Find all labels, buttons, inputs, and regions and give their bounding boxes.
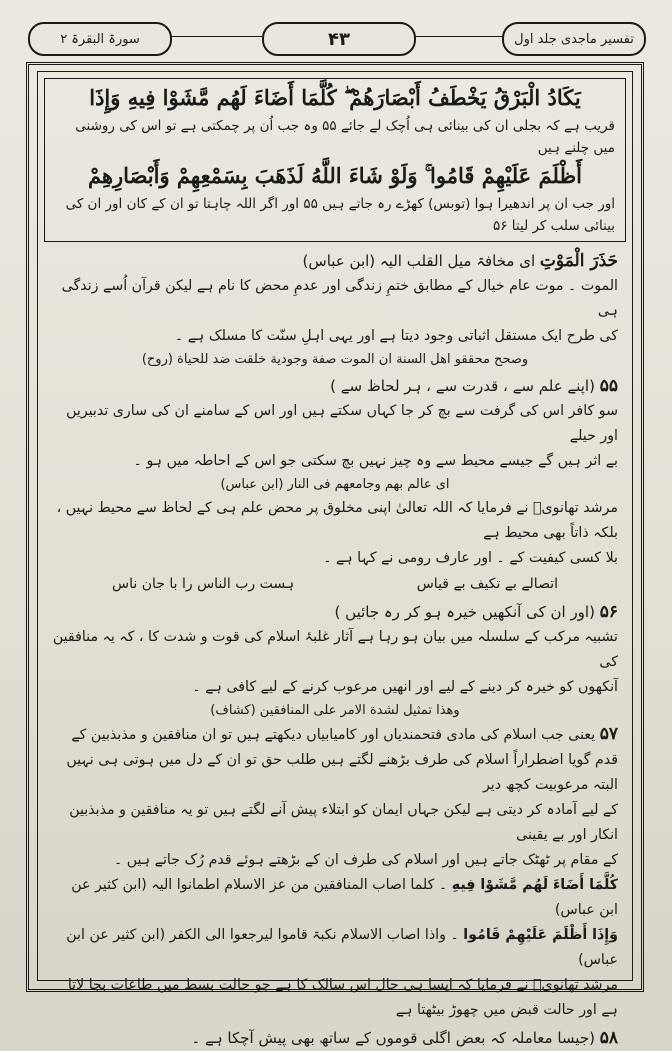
para-5b: قدم گویا اضطراراً اسلام کی طرف بڑھنے لگتے ہیں طلب حق تو ان کے دل میں ہوتی ہی نہیں البتہ مرعوبیت کچھ دیر — [66, 752, 618, 793]
para-5a: یعنی جب اسلام کی مادی فتحمندیاں اور کامیابیاں دیکھتے ہیں تو ان منافقین و مذبذبین کے — [71, 727, 596, 743]
poem-left-hemistich: ہست رب الناس را با جان ناس — [112, 576, 295, 592]
note-56-gloss: (اور ان کی آنکھیں خیرہ ہو کر رہ جائیں ) — [334, 603, 595, 621]
note-56-number: ۵۶ — [599, 602, 618, 622]
poem-couplet — [52, 571, 618, 597]
para-4b: آنکھوں کو خیرہ کر دینے کے لیے اور انھیں مرعوب کرنے کے لیے کافی ہے ۔ — [192, 679, 618, 695]
inner-frame — [37, 71, 633, 1048]
note-56-heading — [52, 599, 618, 625]
para-5c: کے لیے آمادہ کر دیتی ہے لیکن جہاں ایمان کو ابتلاء پیش آنے لگتے ہیں تو یہ منافقین و مذبذبین انکار اور بے یقینی — [69, 802, 618, 843]
poem-right-hemistich: اتصالے بے تکیف بے قیاس — [416, 576, 558, 592]
header-book-title: تفسیر ماجدی جلد اول — [502, 22, 646, 56]
para-2-quote: ای عالم بھم وجامعھم فی النار (ابن عباس) — [220, 477, 450, 492]
para-1-quote: وصحح محققو اهل السنة ان الموت صفة وجودية خلقت ضد للحياة (روح) — [141, 352, 529, 367]
para-6a-arabic: كُلَّمَا أَضَاءَ لَهُم مَّشَوْا فِيهِ — [451, 877, 618, 893]
verse-1-translation: قریب ہے کہ بجلی ان کی بینائی ہی اُچک لے جائے ۵۵ وہ جب اُن پر چمکتی ہے تو اس کی روشنی میں چلنے ہیں — [75, 118, 615, 156]
note-57-para — [52, 722, 618, 748]
header-rule-left — [168, 36, 262, 37]
commentary-heading-1 — [52, 248, 618, 274]
note-58-number: ۵۸ — [599, 1028, 618, 1048]
note-58-gloss: (جیسا معاملہ کہ بعض اگلی قوموں کے ساتھ بھی پیش آچکا ہے ۔ — [191, 1029, 595, 1047]
para-6b — [52, 923, 618, 973]
page-frame — [26, 62, 644, 1048]
para-3b: بلا کسی کیفیت کے ۔ اور عارف رومی نے کہا ہے ۔ — [323, 550, 618, 566]
para-1a: الموت ۔ موت عام خیال کے مطابق ختمِ زندگی اور عدمِ محض کا نام ہے لیکن قرآن اُسے زندگی ہی — [61, 278, 618, 319]
header-surah-label: سورۃ البقرۃ ۲ — [28, 22, 172, 56]
note-58-heading — [52, 1025, 618, 1051]
verse-1-arabic: يَكَادُ الْبَرْقُ يَخْطَفُ أَبْصَارَهُمْ ۖ كُلَّمَا أَضَاءَ لَهُم مَّشَوْا فِيهِ وَإِذَا — [89, 85, 581, 110]
para-6a — [52, 873, 618, 923]
para-1b: کی طرح ایک مستقل اثباتی وجود دیتا ہے اور یہی اہلِ سنّت کا مسلک ہے ۔ — [174, 328, 618, 344]
header-rule-right — [412, 36, 506, 37]
heading-1-arabic: حَذَرَ الْمَوْتِ — [539, 251, 618, 271]
page-number: ۴۳ — [262, 22, 416, 56]
commentary — [38, 242, 632, 1051]
para-2a: سو کافر اس کی گرفت سے بچ کر جا کہاں سکتے ہیں اور اس کے سامنے ان کی ساری تدبیریں اور حیلے — [66, 403, 618, 444]
heading-1-gloss: ای مخافۃ میل القلب الیہ (ابن عباس) — [302, 252, 536, 270]
para-4a: تشبیہ مرکب کے سلسلہ میں بیان ہو رہا ہے آثار غلبۂ اسلام کی قوت و شدت کا ، کہ یہ منافقین کی — [52, 629, 618, 670]
para-3a: مرشد تھانویؒ نے فرمایا کہ اللہ تعالیٰ اپنی مخلوق پر محض علم ہی کے لحاظ سے محیط نہیں ، بلکہ ذاتاً بھی محیط ہے — [56, 500, 618, 541]
note-55-gloss: (اپنے علم سے ، قدرت سے ، ہر لحاظ سے ) — [330, 377, 595, 395]
verse-2-arabic: أَظْلَمَ عَلَيْهِمْ قَامُوا ۚ وَلَوْ شَاءَ اللَّهُ لَذَهَبَ بِسَمْعِهِمْ وَأَبْصَارِهِمْ — [87, 163, 582, 188]
para-5d: کے مقام پر ٹھٹک جاتے ہیں اور اسلام کی طرف ان کے بڑھتے ہوئے قدم رُک جاتے ہیں ۔ — [113, 852, 618, 868]
para-7a: مرشد تھانویؒ نے فرمایا کہ ایسا ہی حال اس سالک کا ہے جو حالت بسط میں طاعات بجا لاتا ہے اور حالت قبض میں چھوڑ بیٹھتا ہے — [67, 977, 618, 1018]
para-2b: بے اثر ہیں گے جیسے محیط سے وہ چیز نہیں بچ سکتی جو اس کے احاطہ میں ہو ۔ — [133, 453, 618, 469]
para-6b-arabic: وَإِذَا أَظْلَمَ عَلَيْهِمْ قَامُوا — [463, 927, 618, 943]
para-6b-text: ۔ واذا اصاب الاسلام نکبۃ قاموا لیرجعوا الی الکفر (ابن کثیر عن ابن عباس) — [66, 927, 618, 968]
note-57-number: ۵۷ — [599, 724, 618, 744]
note-55-heading — [52, 373, 618, 399]
para-6a-text: ۔ کلما اصاب المنافقین من عز الاسلام اطمانوا الیہ (ابن کثیر عن ابن عباس) — [71, 877, 618, 918]
verse-2-translation: اور جب ان پر اندھیرا ہوا (توبس) کھڑے رہ جاتے ہیں ۵۵ اور اگر اللہ چاہتا تو ان کے کان اور ان کی بینائی سلب کر لیتا ۵۶ — [65, 196, 615, 234]
verse-box — [44, 78, 626, 242]
note-55-number: ۵۵ — [599, 376, 618, 396]
para-4-quote: وهذا تمثيل لشدة الامر على المنافقين (کشاف) — [210, 703, 460, 718]
